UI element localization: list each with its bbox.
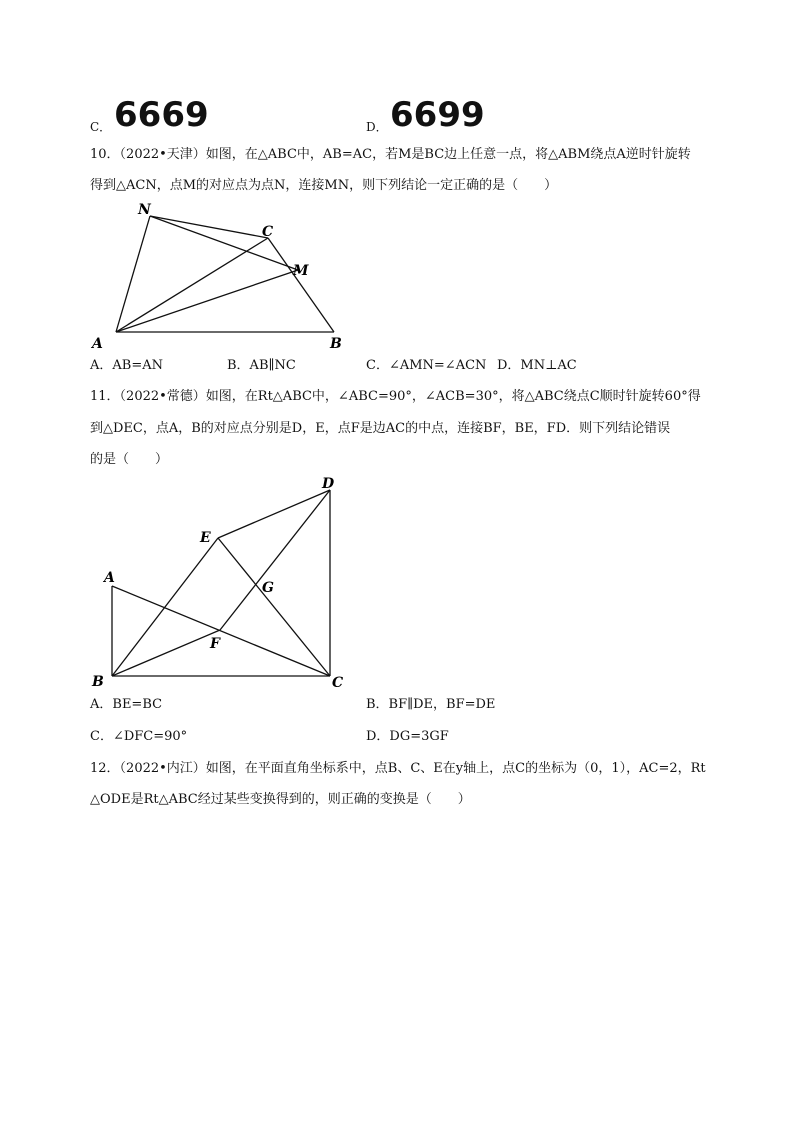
q9-option-c-value: 6669 bbox=[114, 95, 209, 135]
q11-label-D: D bbox=[322, 476, 335, 492]
q11-seg-BE bbox=[112, 538, 218, 676]
q11-stem-line3: 的是（ ） bbox=[90, 452, 169, 467]
q11-option-a: A．BE=BC bbox=[90, 697, 163, 712]
q11-option-b: B．BF∥DE，BF=DE bbox=[366, 697, 496, 712]
q9-option-c-label: C． bbox=[90, 120, 112, 134]
q11-seg-EC bbox=[218, 538, 330, 676]
q10-stem-line1: 10．（2022•天津）如图，在△ABC中，AB=AC，若M是BC边上任意一点，将△ABM绕点A逆时针旋转 bbox=[90, 147, 691, 162]
q11-label-G: G bbox=[262, 580, 274, 596]
q11-label-B: B bbox=[92, 674, 104, 690]
q10-label-B: B bbox=[330, 336, 342, 352]
q10-label-M: M bbox=[293, 263, 309, 279]
q11-stem-line2: 到△DEC，点A，B的对应点分别是D，E，点F是边AC的中点，连接BF，BE，FD．则下列结论错误 bbox=[90, 421, 671, 436]
q11-label-C: C bbox=[332, 675, 344, 691]
q10-figure bbox=[90, 196, 370, 356]
q10-option-b: B．AB∥NC bbox=[227, 358, 296, 373]
q10-option-a: A．AB=AN bbox=[90, 358, 163, 373]
q10-label-N: N bbox=[138, 202, 151, 218]
q11-label-A: A bbox=[104, 570, 115, 586]
q11-option-c: C．∠DFC=90° bbox=[90, 729, 188, 744]
q11-option-d: D．DG=3GF bbox=[366, 729, 449, 744]
q10-seg-NC bbox=[150, 216, 268, 238]
q10-seg-AM bbox=[116, 270, 298, 332]
q11-stem-line1: 11．（2022•常德）如图，在Rt△ABC中，∠ABC=90°，∠ACB=30°，将△ABC绕点C顺时针旋转60°得 bbox=[90, 389, 701, 404]
q10-option-c: C．∠AMN=∠ACN bbox=[366, 358, 487, 373]
q10-stem-line2: 得到△ACN，点M的对应点为点N，连接MN，则下列结论一定正确的是（ ） bbox=[90, 178, 558, 193]
q10-label-A: A bbox=[92, 336, 103, 352]
q10-seg-NM bbox=[150, 216, 298, 270]
q11-seg-ED bbox=[218, 490, 330, 538]
q10-seg-CB bbox=[268, 238, 334, 332]
q12-stem-line2: △ODE是Rt△ABC经过某些变换得到的，则正确的变换是（ ） bbox=[90, 792, 471, 807]
q9-option-d-label: D． bbox=[366, 120, 388, 134]
q11-label-E: E bbox=[200, 530, 211, 546]
q10-label-C: C bbox=[262, 224, 274, 240]
q11-figure bbox=[88, 472, 358, 694]
q10-option-d: D．MN⊥AC bbox=[497, 358, 577, 373]
q11-label-F: F bbox=[210, 636, 220, 652]
q12-stem-line1: 12．（2022•内江）如图，在平面直角坐标系中，点B、C、E在y轴上，点C的坐标为（0，1），AC=2，Rt bbox=[90, 761, 706, 776]
q11-seg-BF bbox=[112, 630, 220, 676]
q9-option-d-value: 6699 bbox=[390, 95, 485, 135]
